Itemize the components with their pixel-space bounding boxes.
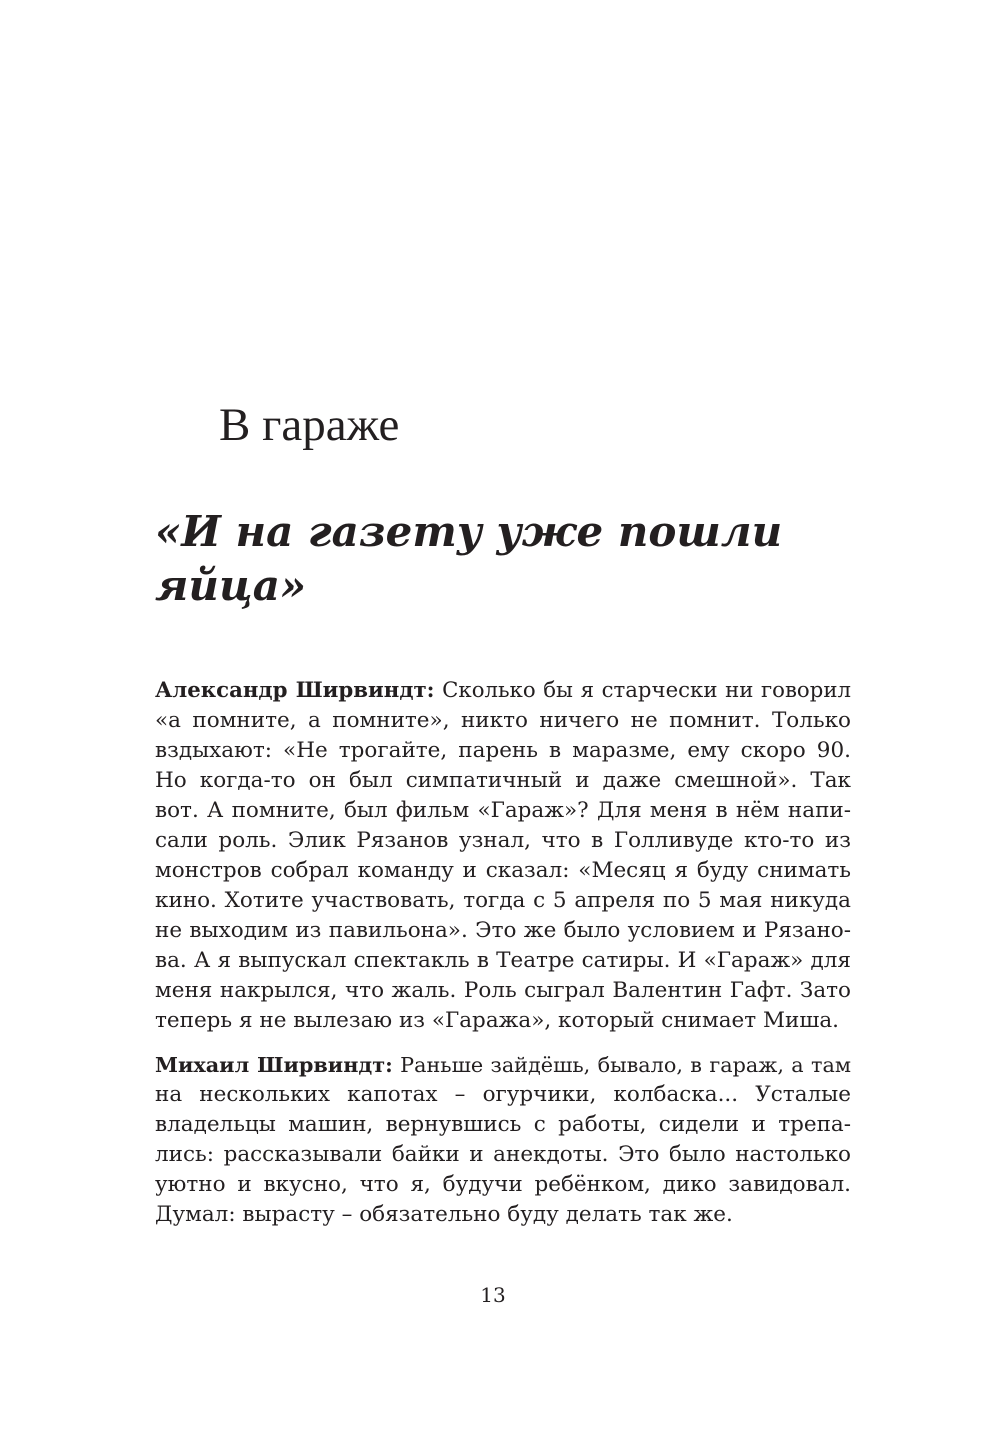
text-line <box>155 676 851 706</box>
text-line: лись: рассказывали байки и анекдоты. Это было настолько <box>155 1142 851 1167</box>
body-text <box>155 676 851 1244</box>
text-line: не выходим из павильона». Это же было условием и Рязано- <box>155 918 851 943</box>
text-line: вот. А помните, был фильм «Гараж»? Для меня в нём напи- <box>155 798 851 823</box>
subtitle-line: «И на газету уже пошли <box>155 507 783 556</box>
speaker-name: Александр Ширвиндт: <box>155 678 435 703</box>
text-line: вздыхают: «Не трогайте, парень в маразме, ему скоро 90. <box>155 738 851 763</box>
text-line: сали роль. Элик Рязанов узнал, что в Голливуде кто-то из <box>155 828 851 853</box>
text-line: «а помните, а помните», никто ничего не помнит. Только <box>155 708 851 733</box>
text-line: меня накрылся, что жаль. Роль сыграл Валентин Гафт. Зато <box>155 978 851 1003</box>
text-fragment: Раньше зайдёшь, бывало, в гараж, а там <box>392 1053 851 1077</box>
chapter-subtitle <box>155 505 855 613</box>
text-line: владельцы машин, вернувшись с работы, сидели и трепа- <box>155 1112 851 1137</box>
text-line: кино. Хотите участвовать, тогда с 5 апреля по 5 мая никуда <box>155 888 851 913</box>
chapter-title: В гараже <box>219 399 400 451</box>
text-line: Думал: вырасту – обязательно буду делать так же. <box>155 1202 733 1227</box>
page-number: 13 <box>480 1283 506 1307</box>
text-line: Но когда-то он был симпатичный и даже смешной». Так <box>155 768 851 793</box>
text-fragment: Сколько бы я старчески ни говорил <box>434 678 851 703</box>
text-line: ва. А я выпускал спектакль в Театре сатиры. И «Гараж» для <box>155 948 851 973</box>
subtitle-line: яйца» <box>155 561 307 610</box>
text-line: на нескольких капотах – огурчики, колбаска... Усталые <box>155 1082 851 1107</box>
speaker-name: Михаил Ширвиндт: <box>155 1053 393 1077</box>
text-line <box>155 1050 851 1080</box>
paragraph-mikhail <box>155 1050 851 1230</box>
text-line: уютно и вкусно, что я, будучи ребёнком, дико завидовал. <box>155 1172 851 1197</box>
text-line: монстров собрал команду и сказал: «Месяц я буду снимать <box>155 858 851 883</box>
paragraph-alexander <box>155 676 851 1036</box>
text-line: теперь я не вылезаю из «Гаража», который снимает Миша. <box>155 1008 839 1033</box>
